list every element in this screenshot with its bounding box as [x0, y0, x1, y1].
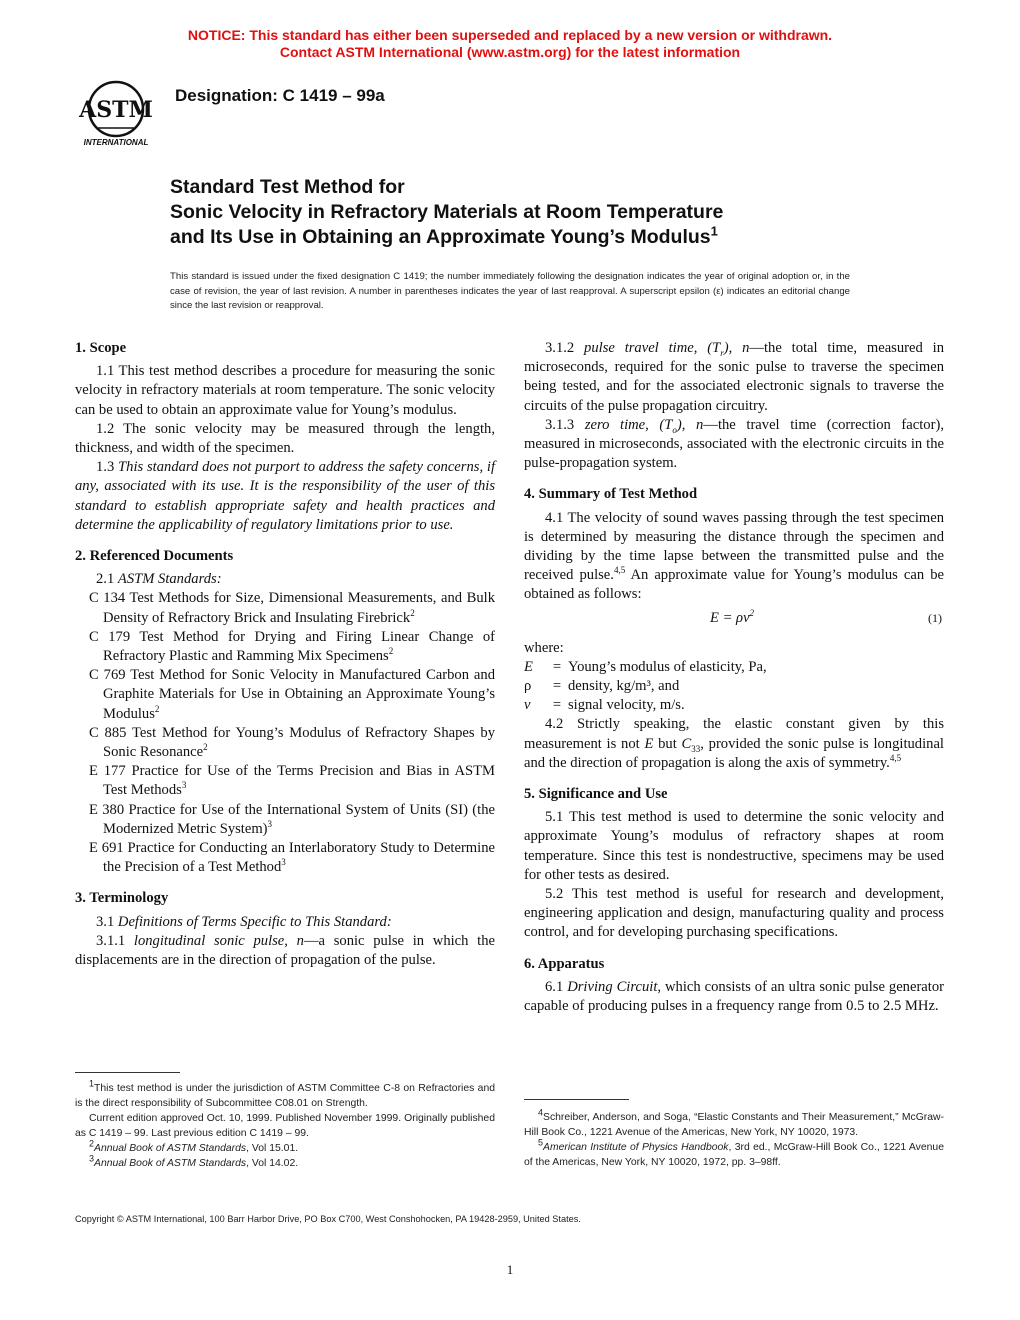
terminology-3-1-2: 3.1.2 pulse travel time, $(T_r)$, n—the total time, measured in microseconds, required for the sonic pulse to traverse the specimen being tested, and for the associated electronic signals to traverse the circuits of the pulse propagation circuitry. [524, 340, 944, 414]
apparatus-heading: 6. Apparatus [524, 955, 605, 972]
where-label: where: [524, 639, 564, 656]
terminology-3-1-3: 3.1.3 zero time, $(T_o)$, n—the travel time (correction factor), measured in microseconds, associated with the electronic circuits in the pulse-propagation system. [524, 416, 944, 472]
reference-item: C 885 Test Method for Young’s Modulus of Refractory Shapes by Sonic Resonance$^2$ [89, 724, 495, 761]
equation-body: $E = \rho v^2$ [710, 607, 755, 626]
astm-logo-graphic [74, 76, 164, 150]
footnotes-right [524, 1107, 944, 1170]
footnote-4: $^4$Schreiber, Anderson, and Soga, “Elastic Constants and Their Measurement,” McGraw-Hill Book Co., 1221 Avenue of the Americas, New York, NY 10020, 1973. [524, 1107, 944, 1138]
footnote-5: $^5$American Institute of Physics Handbook, 3rd ed., McGraw-Hill Book Co., 1221 Avenue of the Americas, New York, NY 10020, 1972, pp. 3–98ff. [524, 1137, 944, 1168]
reference-item: C 769 Test Method for Sonic Velocity in Manufactured Carbon and Graphite Materials for Use in Obtaining an Approximate Young’s Modulus$^2$ [89, 667, 495, 722]
title-footnote-mark: 1 [710, 223, 718, 239]
scope-1-1: 1.1 This test method describes a procedure for measuring the sonic velocity in refractory materials at room temperature. The sonic velocity can be used to obtain an approximate value for Young’s modulus. [75, 363, 495, 418]
terminology-3-1: 3.1 Definitions of Terms Specific to This Standard: [96, 913, 392, 930]
reference-item: E 380 Practice for Use of the International System of Units (SI) (the Modernized Metric System)$^3$ [89, 801, 495, 837]
page-number: 1 [506, 1262, 514, 1277]
document-title [170, 175, 890, 250]
copyright-notice: Copyright © ASTM International, 100 Barr Harbor Drive, PO Box C700, West Conshohocken, PA 19428-2959, United States. [75, 1214, 581, 1224]
significance-heading: 5. Significance and Use [524, 786, 668, 803]
scope-1-3: 1.3 This standard does not purport to address the safety concerns, if any, associated with its use. It is the responsibility of the user of this standard to establish appropriate safety and health practices and determine the applicability of regulatory limitations prior to use. [75, 459, 495, 533]
right-column [524, 339, 944, 1016]
variable-definition: E = Young’s modulus of elasticity, Pa, [524, 658, 767, 675]
footnote-1-cont: Current edition approved Oct. 10, 1999. Published November 1999. Originally published as C 1419 – 99. Last previous edition C 1419 – 99. [75, 1113, 495, 1139]
scope-heading: 1. Scope [75, 340, 127, 356]
reference-item: C 134 Test Methods for Size, Dimensional Measurements, and Bulk Density of Refractory Brick and Insulating Firebrick$^2$ [89, 590, 495, 626]
equation-number: (1) [928, 610, 942, 625]
footnote-rule-left [75, 1072, 180, 1073]
variable-definition: v = signal velocity, m/s. [524, 697, 685, 714]
astm-logo [74, 76, 164, 150]
apparatus-6-1: 6.1 Driving Circuit, which consists of an ultra sonic pulse generator capable of producing pulses in a frequency range from 0.5 to 2.5 MHz. [524, 978, 944, 1015]
footnote-1: $^1$This test method is under the jurisdiction of ASTM Committee C-8 on Refractories and is the direct responsibility of Subcommittee C08.01 on Strength. [75, 1078, 495, 1109]
logo-letters: ASTM [79, 97, 153, 123]
terminology-heading: 3. Terminology [75, 890, 169, 907]
summary-heading: 4. Summary of Test Method [524, 486, 698, 503]
issue-statement: This standard is issued under the fixed designation C 1419; the number immediately following the designation indicates the year of original adoption or, in the case of revision, the year of last revision. A number in parentheses indicates the year of last reapproval. A superscript epsilon (ε) indicates an editorial change since the last revision or reapproval. [170, 271, 850, 311]
notice-line-1: NOTICE: This standard has either been superseded and replaced by a new version or withdrawn. [187, 27, 833, 43]
footnote-2: $^2$Annual Book of ASTM Standards, Vol 15.01. [89, 1138, 299, 1154]
designation: Designation: C 1419 – 99a [175, 86, 385, 105]
summary-4-2: 4.2 Strictly speaking, the elastic constant given by this measurement is not E but $C_{33}$, provided the sonic pulse is longitudinal and the direction of propagation is along the axis of symmetry.$^{4,5}$ [524, 716, 944, 771]
footnote-rule-right [524, 1099, 629, 1100]
footnotes-left [75, 1078, 495, 1171]
withdrawal-notice [0, 27, 1020, 61]
significance-5-2: 5.2 This test method is useful for research and development, engineering application and design, manufacturing quality and process control, and for developing purchasing specifications. [524, 886, 944, 941]
significance-5-1: 5.1 This test method is used to determine the sonic velocity and approximate Young’s modulus of refractory shapes at room temperature. Since this test is nondestructive, specimens may be used for other tests as desired. [524, 809, 944, 883]
title-line-2: Sonic Velocity in Refractory Materials at Room Temperature [170, 201, 724, 223]
title-line-3: and Its Use in Obtaining an Approximate Young’s Modulus$^1$ [170, 223, 718, 248]
logo-subtext: INTERNATIONAL [83, 138, 149, 147]
scope-1-2: 1.2 The sonic velocity may be measured through the length, thickness, and width of the specimen. [75, 420, 495, 457]
astm-standards-subheading: 2.1 ASTM Standards: [96, 571, 222, 588]
variable-definition: ρ = density, kg/m³, and [524, 678, 680, 695]
title-line-1: Standard Test Method for [170, 176, 405, 198]
summary-4-1: 4.1 The velocity of sound waves passing through the test specimen is determined by measuring the distance through the specimen and dividing by the time lapse between the transmitted pulse and the received pulse.$^{4,5}$ An approximate value for Young’s modulus can be obtained as follows: [524, 509, 944, 603]
footnote-3: $^3$Annual Book of ASTM Standards, Vol 14.02. [89, 1153, 299, 1169]
left-column [75, 339, 495, 970]
reference-item: E 691 Practice for Conducting an Interlaboratory Study to Determine the Precision of a Test Method$^3$ [89, 840, 495, 876]
notice-line-2: Contact ASTM International (www.astm.org) for the latest information [279, 44, 741, 60]
referenced-documents-heading: 2. Referenced Documents [75, 548, 234, 565]
reference-item: C 179 Test Method for Drying and Firing Linear Change of Refractory Plastic and Ramming Mix Specimens$^2$ [89, 628, 495, 665]
equation-1 [524, 609, 944, 635]
terminology-3-1-1: 3.1.1 longitudinal sonic pulse, n—a sonic pulse in which the displacements are in the direction of propagation of the pulse. [75, 932, 495, 969]
reference-item: E 177 Practice for Use of the Terms Precision and Bias in ASTM Test Methods$^3$ [89, 763, 495, 799]
